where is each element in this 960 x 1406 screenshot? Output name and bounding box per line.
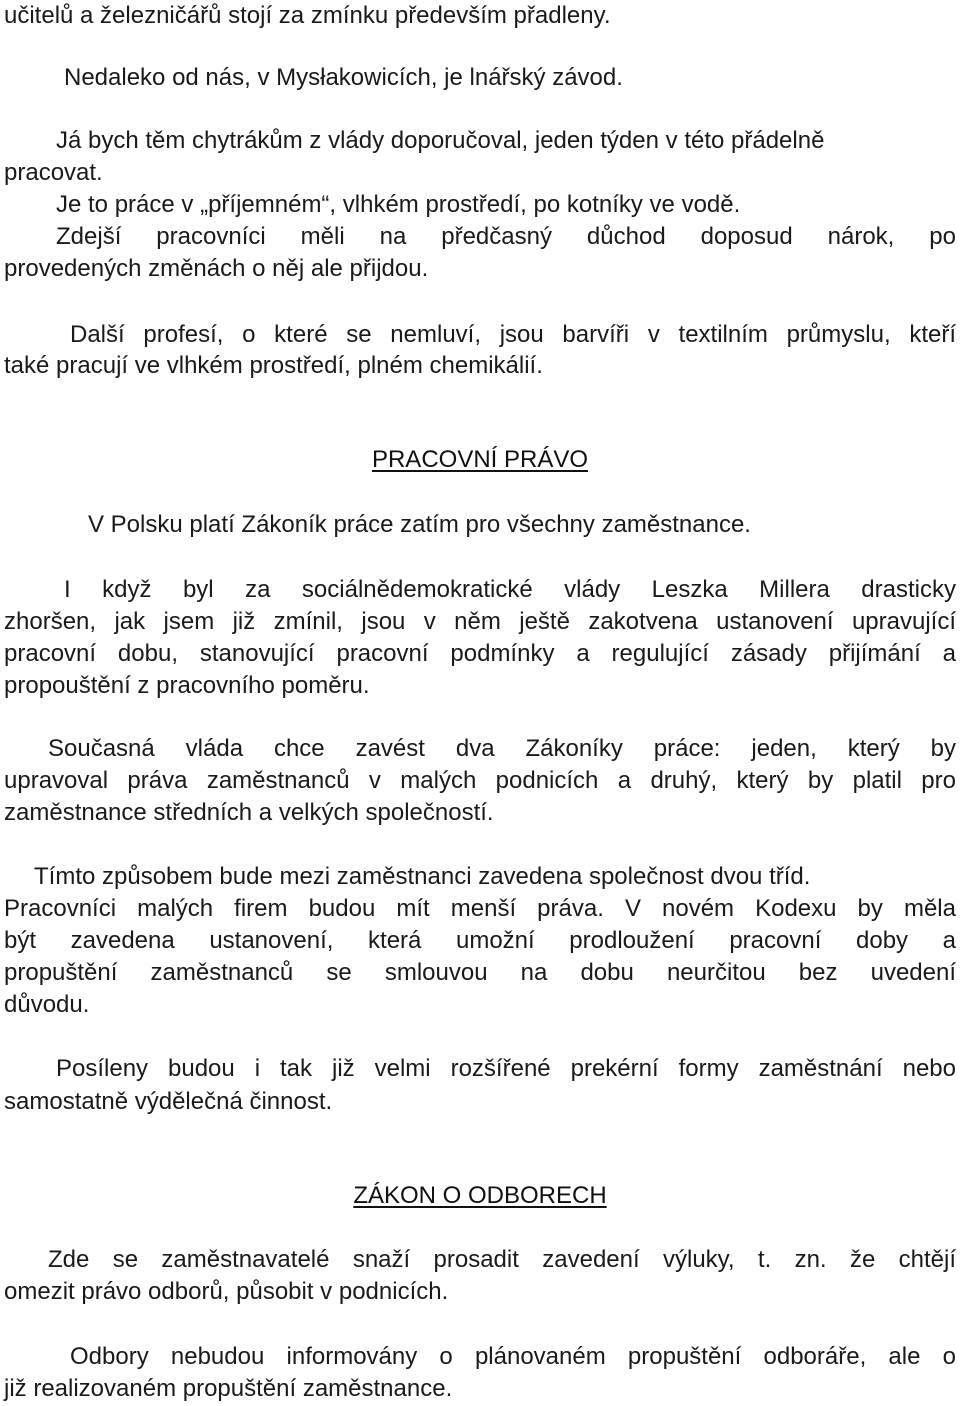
text-line: již realizovaném propuštění zaměstnance. bbox=[4, 1375, 453, 1402]
text-line: důvodu. bbox=[4, 991, 90, 1018]
text-line: propouštění z pracovního poměru. bbox=[4, 672, 370, 699]
text-line: Nedaleko od nás, v Mysłakowicích, je lnářský závod. bbox=[64, 64, 623, 91]
text-line: Současná vláda chce zavést dva Zákoníky práce: jeden, který by bbox=[48, 735, 956, 762]
text-line: V Polsku platí Zákoník práce zatím pro všechny zaměstnance. bbox=[88, 511, 751, 538]
text-line: učitelů a železničářů stojí za zmínku především přadleny. bbox=[4, 2, 611, 29]
text-line: Zdejší pracovníci měli na předčasný důchod doposud nárok, po bbox=[56, 223, 956, 250]
text-line: pracovní dobu, stanovující pracovní podmínky a regulující zásady přijímání a bbox=[4, 640, 956, 667]
text-line: pracovat. bbox=[4, 159, 103, 186]
text-line: Je to práce v „příjemném“, vlhkém prostředí, po kotníky ve vodě. bbox=[56, 191, 741, 218]
section-heading-labor-law: PRACOVNÍ PRÁVO bbox=[371, 446, 589, 473]
text-line: Pracovníci malých firem budou mít menší práva. V novém Kodexu by měla bbox=[4, 895, 956, 922]
text-line: I když byl za sociálnědemokratické vlády Leszka Millera drasticky bbox=[64, 576, 956, 603]
section-heading-union-law: ZÁKON O ODBORECH bbox=[353, 1182, 607, 1209]
text-line: Zde se zaměstnavatelé snaží prosadit zavedení výluky, t. zn. že chtějí bbox=[48, 1246, 956, 1273]
text-line: provedených změnách o něj ale přijdou. bbox=[4, 255, 429, 282]
text-line: Odbory nebudou informovány o plánovaném propuštění odboráře, ale o bbox=[70, 1343, 956, 1370]
text-line: Tímto způsobem bude mezi zaměstnanci zavedena společnost dvou tříd. bbox=[34, 863, 811, 890]
text-line: upravoval práva zaměstnanců v malých podnicích a druhý, který by platil pro bbox=[4, 767, 956, 794]
text-line: Další profesí, o které se nemluví, jsou barvíři v textilním průmyslu, kteří bbox=[70, 321, 956, 348]
text-line: zaměstnance středních a velkých společností. bbox=[4, 799, 494, 826]
text-line: samostatně výdělečná činnost. bbox=[4, 1088, 333, 1115]
text-line: Já bych těm chytrákům z vlády doporučoval, jeden týden v této přádelně bbox=[56, 127, 825, 154]
text-line: Posíleny budou i tak již velmi rozšířené prekérní formy zaměstnání nebo bbox=[56, 1055, 956, 1082]
text-line: propuštění zaměstnanců se smlouvou na dobu neurčitou bez uvedení bbox=[4, 959, 956, 986]
text-line: omezit právo odborů, působit v podnicích. bbox=[4, 1278, 449, 1305]
text-line: zhoršen, jak jsem již zmínil, jsou v něm ještě zakotvena ustanovení upravující bbox=[4, 608, 956, 635]
text-line: být zavedena ustanovení, která umožní prodloužení pracovní doby a bbox=[4, 927, 956, 954]
text-line: také pracují ve vlhkém prostředí, plném chemikálií. bbox=[4, 352, 543, 379]
